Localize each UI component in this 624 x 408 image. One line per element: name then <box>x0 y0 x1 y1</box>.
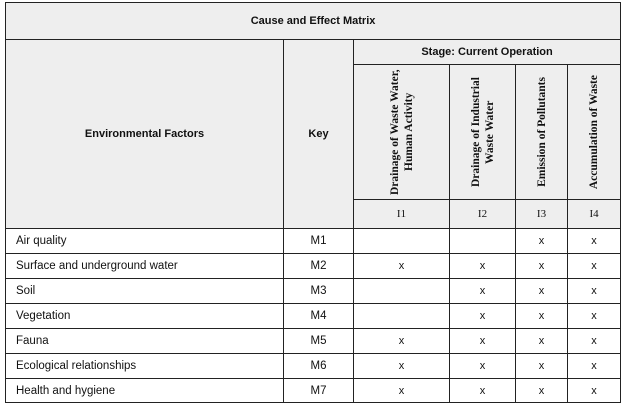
mark-cell: x <box>354 379 450 403</box>
table-row <box>6 329 621 354</box>
mark-cell: x <box>450 354 516 379</box>
mark-cell: x <box>516 354 568 379</box>
activity-header-4 <box>568 65 621 200</box>
environmental-factors-header: Environmental Factors <box>6 40 284 229</box>
key-cell: M5 <box>284 329 354 354</box>
mark-cell: x <box>354 254 450 279</box>
factor-cell: Health and hygiene <box>6 379 284 403</box>
mark-cell: x <box>516 229 568 254</box>
activity-header-2 <box>450 65 516 200</box>
activity-code-3: I3 <box>516 200 568 229</box>
mark-cell: x <box>568 229 621 254</box>
table-row <box>6 354 621 379</box>
factor-cell: Surface and underground water <box>6 254 284 279</box>
mark-cell: x <box>450 279 516 304</box>
mark-cell: x <box>568 354 621 379</box>
mark-cell: x <box>450 254 516 279</box>
table-row <box>6 229 621 254</box>
activity-header-1 <box>354 65 450 200</box>
activity-label: Emission of Pollutants <box>535 77 548 187</box>
mark-cell: x <box>450 329 516 354</box>
key-cell: M6 <box>284 354 354 379</box>
mark-cell: x <box>568 254 621 279</box>
key-cell: M2 <box>284 254 354 279</box>
mark-cell: x <box>516 304 568 329</box>
mark-cell: x <box>354 329 450 354</box>
cause-effect-matrix-table <box>5 2 621 403</box>
activity-code-1: I1 <box>354 200 450 229</box>
table-row <box>6 254 621 279</box>
activity-label: Drainage of Industrial Waste Water <box>469 77 496 187</box>
mark-cell: x <box>450 304 516 329</box>
factor-cell: Air quality <box>6 229 284 254</box>
mark-cell: x <box>568 279 621 304</box>
factor-cell: Ecological relationships <box>6 354 284 379</box>
key-cell: M3 <box>284 279 354 304</box>
mark-cell: x <box>516 379 568 403</box>
activity-header-3 <box>516 65 568 200</box>
stage-header: Stage: Current Operation <box>354 40 621 65</box>
key-cell: M4 <box>284 304 354 329</box>
key-cell: M7 <box>284 379 354 403</box>
activity-code-2: I2 <box>450 200 516 229</box>
mark-cell <box>354 229 450 254</box>
mark-cell: x <box>354 354 450 379</box>
factor-cell: Soil <box>6 279 284 304</box>
activity-label: Accumulation of Waste <box>588 74 601 190</box>
table-row <box>6 279 621 304</box>
mark-cell <box>354 304 450 329</box>
mark-cell <box>450 229 516 254</box>
mark-cell: x <box>450 379 516 403</box>
table-row <box>6 379 621 403</box>
key-header: Key <box>284 40 354 229</box>
mark-cell: x <box>568 329 621 354</box>
factor-cell: Vegetation <box>6 304 284 329</box>
matrix-container <box>5 2 620 403</box>
activity-label: Drainage of Waste Water, Human Activity <box>388 69 415 195</box>
mark-cell: x <box>516 279 568 304</box>
activity-code-4: I4 <box>568 200 621 229</box>
mark-cell: x <box>516 254 568 279</box>
mark-cell: x <box>516 329 568 354</box>
mark-cell: x <box>568 304 621 329</box>
mark-cell <box>354 279 450 304</box>
key-cell: M1 <box>284 229 354 254</box>
table-row <box>6 304 621 329</box>
matrix-title: Cause and Effect Matrix <box>6 3 621 40</box>
factor-cell: Fauna <box>6 329 284 354</box>
mark-cell: x <box>568 379 621 403</box>
